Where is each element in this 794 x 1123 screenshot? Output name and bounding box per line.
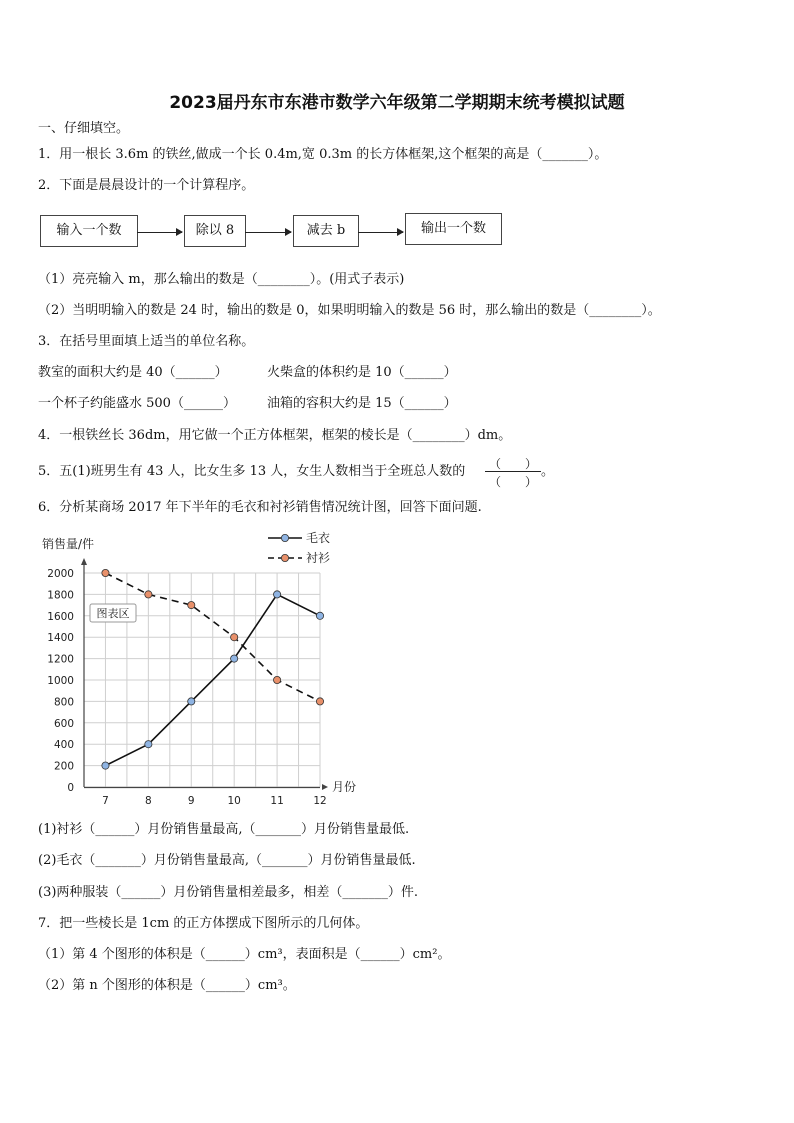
flow-arrow xyxy=(137,232,182,233)
series-1-point xyxy=(188,698,195,705)
question-5: 5．五(1)班男生有 43 人，比女生多 13 人，女生人数相当于全班总人数的 xyxy=(38,464,466,479)
y-tick-label: 1400 xyxy=(47,632,74,645)
series-2-point xyxy=(145,591,152,598)
legend-label-2: 衬衫 xyxy=(306,551,331,565)
y-tick-label: 200 xyxy=(53,760,74,773)
y-tick-label: 800 xyxy=(53,696,74,709)
flow-box-divide: 除以 8 xyxy=(184,215,246,247)
x-tick-label: 12 xyxy=(313,795,327,807)
question-6-part-2: (2)毛衣（_______）月份销售量最高,（_______）月份销售量最低. xyxy=(38,853,416,868)
question-6-part-1: (1)衬衫（______）月份销售量最高,（_______）月份销售量最低. xyxy=(38,822,410,837)
flow-box-subtract: 减去 b xyxy=(293,215,359,247)
y-tick-label: 1800 xyxy=(47,589,74,602)
y-tick-label: 1200 xyxy=(47,653,74,666)
question-7-part-2: （2）第 n 个图形的体积是（______）cm³。 xyxy=(38,978,296,993)
page-title: 2023届丹东市东港市数学六年级第二学期期末统考模拟试题 xyxy=(169,93,625,113)
x-tick-label: 8 xyxy=(145,795,152,807)
question-1: 1．用一根长 3.6m 的铁丝,做成一个长 0.4m,宽 0.3m 的长方体框架,这个框架的高是（_______）。 xyxy=(38,147,608,162)
series-2-point xyxy=(273,676,280,683)
question-3-a: 教室的面积大约是 40（______） xyxy=(38,365,228,380)
series-1-point xyxy=(273,591,280,598)
flow-box-input: 输入一个数 xyxy=(40,215,138,247)
question-7-part-1: （1）第 4 个图形的体积是（______）cm³，表面积是（______）cm²。 xyxy=(38,947,451,962)
fraction-numerator: （ ） xyxy=(488,457,537,471)
legend-label-1: 毛衣 xyxy=(306,531,331,545)
x-tick-label: 10 xyxy=(227,795,241,807)
fraction-denominator: （ ） xyxy=(488,475,537,489)
chart-area-tag-label: 图表区 xyxy=(96,607,130,620)
y-axis-arrow xyxy=(81,558,87,565)
y-axis-label: 销售量/件 xyxy=(42,537,95,551)
series-1-point xyxy=(145,741,152,748)
series-2-point xyxy=(188,602,195,609)
question-6-part-3: (3)两种服装（______）月份销售量相差最多，相差（_______）件. xyxy=(38,885,419,900)
legend-marker-1 xyxy=(281,534,288,541)
y-tick-label: 600 xyxy=(53,717,74,730)
sales-line-chart xyxy=(30,528,360,813)
flow-box-output: 输出一个数 xyxy=(405,213,502,245)
series-1-point xyxy=(316,612,323,619)
y-tick-label: 1000 xyxy=(47,675,74,687)
question-3-b: 火柴盒的体积约是 10（______） xyxy=(267,365,457,380)
question-7-stem: 7．把一些棱长是 1cm 的正方体摆成下图所示的几何体。 xyxy=(38,916,369,931)
question-3-c: 一个杯子约能盛水 500（______） xyxy=(38,396,236,411)
y-tick-label: 0 xyxy=(67,782,74,794)
question-2-part-2: （2）当明明输入的数是 24 时，输出的数是 0，如果明明输入的数是 56 时，那么输出的数是（________）。 xyxy=(38,303,661,318)
y-tick-label: 400 xyxy=(53,739,74,752)
series-1-point xyxy=(102,762,109,769)
question-2-stem: 2．下面是晨晨设计的一个计算程序。 xyxy=(38,178,255,193)
series-2-point xyxy=(231,634,238,641)
flow-arrow xyxy=(245,232,291,233)
question-3-stem: 3．在括号里面填上适当的单位名称。 xyxy=(38,334,255,349)
question-6-stem: 6．分析某商场 2017 年下半年的毛衣和衬衫销售情况统计图，回答下面问题. xyxy=(38,500,482,515)
section-heading: 一、仔细填空。 xyxy=(38,121,130,136)
fraction-bar xyxy=(485,471,541,472)
x-tick-label: 11 xyxy=(270,795,284,807)
x-tick-label: 9 xyxy=(187,795,195,807)
question-4: 4．一根铁丝长 36dm，用它做一个正方体框架，框架的棱长是（________）dm。 xyxy=(38,428,512,443)
question-5-end: 。 xyxy=(541,464,555,479)
series-2-point xyxy=(316,698,323,705)
x-axis-arrow xyxy=(322,784,328,790)
question-3-d: 油箱的容积大约是 15（______） xyxy=(267,396,457,411)
x-tick-label: 7 xyxy=(102,795,109,807)
question-2-part-1: （1）亮亮输入 m，那么输出的数是（________）。(用式子表示) xyxy=(38,272,405,287)
series-2-point xyxy=(102,569,109,576)
legend-marker-2 xyxy=(281,554,288,561)
series-1-point xyxy=(231,655,238,662)
y-tick-label: 1600 xyxy=(47,610,74,623)
x-axis-label: 月份 xyxy=(332,780,357,794)
y-tick-label: 2000 xyxy=(47,568,74,580)
flow-arrow xyxy=(358,232,403,233)
